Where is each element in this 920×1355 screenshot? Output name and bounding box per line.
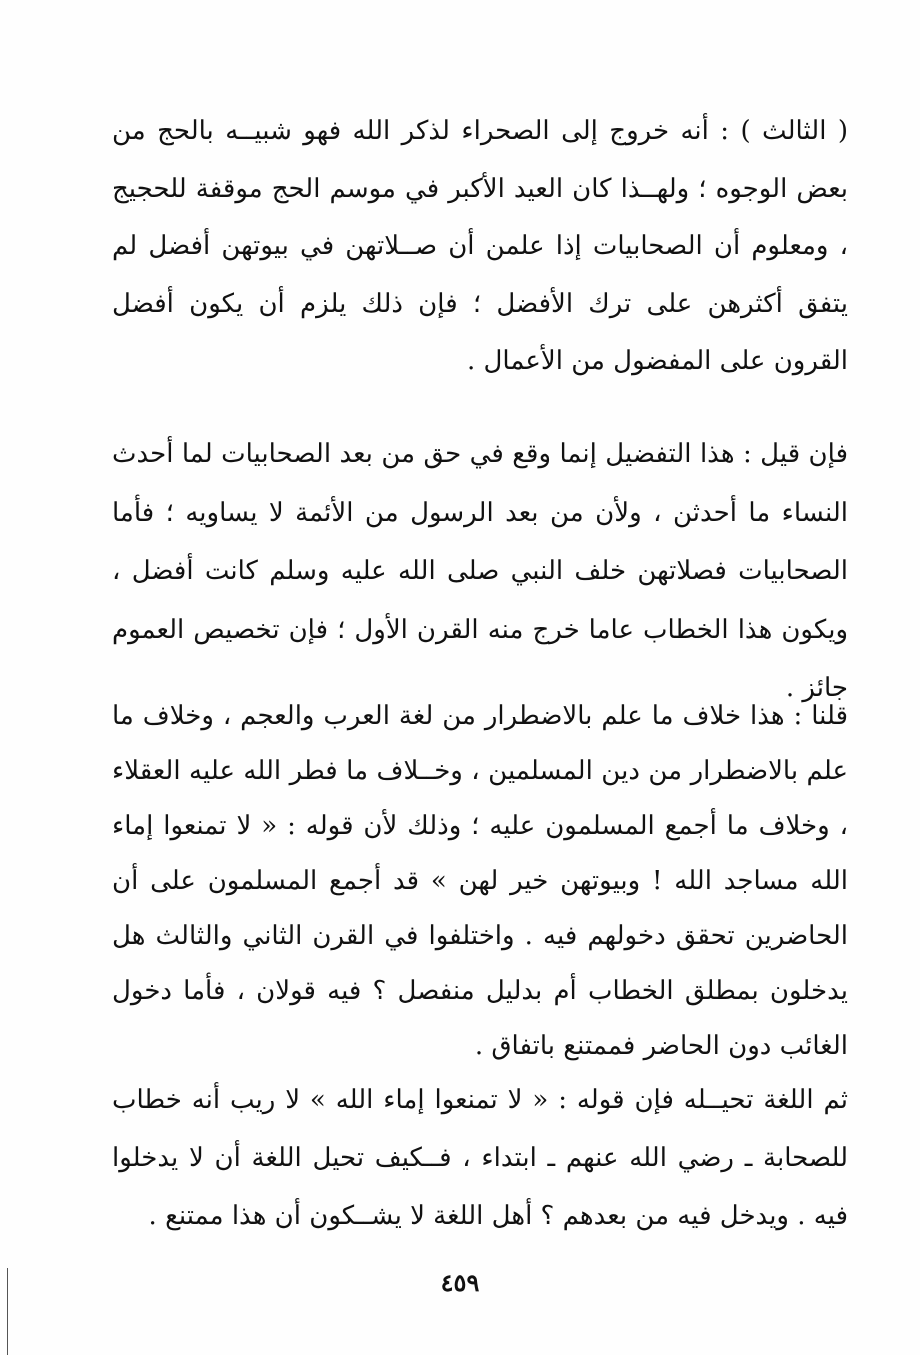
- paragraph-third-reason: [112, 103, 848, 391]
- paragraph-text: ( الثالث ) : أنه خروج إلى الصحراء لذكر الله فهو شبيــه بالحج من بعض الوجوه ؛ ولهــذا كان العيد الأكبر في موسم الحج موقفة للحجيج ، ومعلوم أن الصحابيات إذا علمن أن صــلاتهن في بيوتهن أفضل لم يتفق أكثرهن على ترك الأفضل ؛ فإن ذلك يلزم أن يكون أفضل القرون على المفضول من الأعمال .: [112, 116, 848, 376]
- paragraph-reply: [112, 689, 848, 1074]
- paragraph-objection: [112, 425, 848, 718]
- paragraph-text: قلنا : هذا خلاف ما علم بالاضطرار من لغة العرب والعجم ، وخلاف ما علم بالاضطرار من دين المسلمين ، وخــلاف ما فطر الله عليه العقلاء ، وخلاف ما أجمع المسلمون عليه ؛ وذلك لأن قوله : « لا تمنعوا إماء الله مساجد الله ! وبيوتهن خير لهن » قد أجمع المسلمون على أن الحاضرين تحقق دخولهم فيه . واختلفوا في القرن الثاني والثالث هل يدخلون بمطلق الخطاب أم بدليل منفصل ؟ فيه قولان ، فأما دخول الغائب دون الحاضر فممتنع باتفاق .: [112, 701, 848, 1061]
- paragraph-text: ثم اللغة تحيــله فإن قوله : « لا تمنعوا إماء الله » لا ريب أنه خطاب للصحابة ـ رضي الله عنهم ـ ابتداء ، فــكيف تحيل اللغة أن لا يدخلوا فيه . ويدخل فيه من بعدهم ؟ أهل اللغة لا يشــكون أن هذا ممتنع .: [112, 1085, 848, 1231]
- paragraph-text: فإن قيل : هذا التفضيل إنما وقع في حق من بعد الصحابيات لما أحدث النساء ما أحدثن ، ولأن من بعد الرسول من الأئمة لا يساويه ؛ فأما الصحابيات فصلاتهن خلف النبي صلى الله عليه وسلم كانت أفضل ، ويكون هذا الخطاب عاما خرج منه القرن الأول ؛ فإن تخصيص العموم جائز .: [112, 439, 848, 703]
- page-number: ٤٥٩: [440, 1268, 480, 1297]
- paragraph-language-argument: [112, 1071, 848, 1245]
- binding-edge-line: [7, 1268, 8, 1355]
